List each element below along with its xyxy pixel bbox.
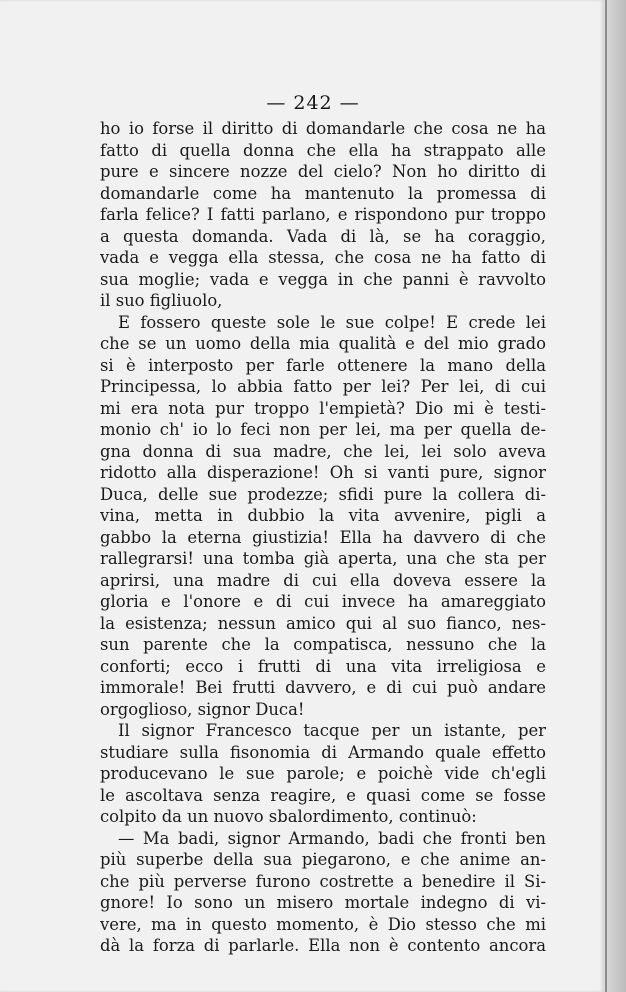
text-line: che se un uomo della mia qualità e del mio grado [100,334,546,353]
text-line: — Ma badi, signor Armando, badi che fronti ben [118,828,546,848]
text-line: dà la forza di parlarle. Ella non è contento ancora [100,936,546,955]
text-line: immorale! Bei frutti davvero, e di cui può andare [100,678,546,697]
text-line: vada e vegga ella stessa, che cosa ne ha fatto di [100,248,546,267]
page-number: — 242 — [266,92,360,114]
page-edge [604,0,626,992]
text-line: che più perverse furono costrette a benedire il Si- [100,871,546,891]
text-line: mi era nota pur troppo l'empietà? Dio mi è testi- [100,398,546,418]
text-line: rallegrarsi! una tomba già aperta, una che sta per [100,549,546,568]
text-line: pure e sincere nozze del cielo? Non ho diritto di [100,162,546,181]
text-line: ridotto alla disperazione! Oh si vanti pure, signor [100,463,546,482]
text-line: il suo figliuolo, [100,291,223,310]
text-line: ho io forse il diritto di domandarle che cosa ne ha [100,119,546,138]
text-line: gabbo la eterna giustizia! Ella ha davvero di che [100,527,546,547]
body-text [100,118,546,957]
text-line: sun parente che la compatisca, nessuno che la [100,635,546,654]
text-line: a questa domanda. Vada di là, se ha coraggio, [100,226,546,246]
text-line: aprirsi, una madre di cui ella doveva essere la [100,570,546,590]
text-line: si è interposto per farle ottenere la mano della [100,355,546,375]
text-line: E fossero queste sole le sue colpe! E crede lei [118,312,546,332]
text-line: conforti; ecco i frutti di una vita irreligiosa e [100,656,546,676]
text-line: fatto di quella donna che ella ha strappato alle [100,140,546,160]
text-line: vina, metta in dubbio la vita avvenire, pigli a [100,506,546,525]
text-line: producevano le sue parole; e poichè vide ch'egli [100,764,546,783]
text-line: più superbe della sua piegarono, e che anime an- [100,850,546,869]
text-line: gloria e l'onore e di cui invece ha amareggiato [100,592,546,611]
text-line: colpito da un nuovo sbalordimento, continuò: [100,807,477,826]
text-line: le ascoltava senza reagire, e quasi come se fosse [100,785,546,805]
text-line: sua moglie; vada e vegga in che panni è ravvolto [100,269,546,289]
text-line: gnore! Io sono un misero mortale indegno di vi- [100,893,546,912]
text-line: orgoglioso, signor Duca! [100,699,305,719]
text-line: Duca, delle sue prodezze; sfidi pure la collera di- [100,484,546,504]
text-line: farla felice? I fatti parlano, e rispondono pur troppo [100,205,546,224]
page-edge-line [605,0,607,992]
text-line: monio ch' io lo feci non per lei, ma per quella de- [100,420,546,439]
text-line: Il signor Francesco tacque per un istante, per [118,721,546,740]
text-line: gna donna di sua madre, che lei, lei solo aveva [100,441,546,461]
text-line: vere, ma in questo momento, è Dio stesso che mi [100,914,546,934]
text-line: Principessa, lo abbia fatto per lei? Per lei, di cui [100,377,546,396]
text-line: domandarle come ha mantenuto la promessa di [100,183,546,203]
text-line: la esistenza; nessun amico qui al suo fianco, nes- [100,613,546,633]
text-line: studiare sulla fisonomia di Armando quale effetto [100,742,546,762]
